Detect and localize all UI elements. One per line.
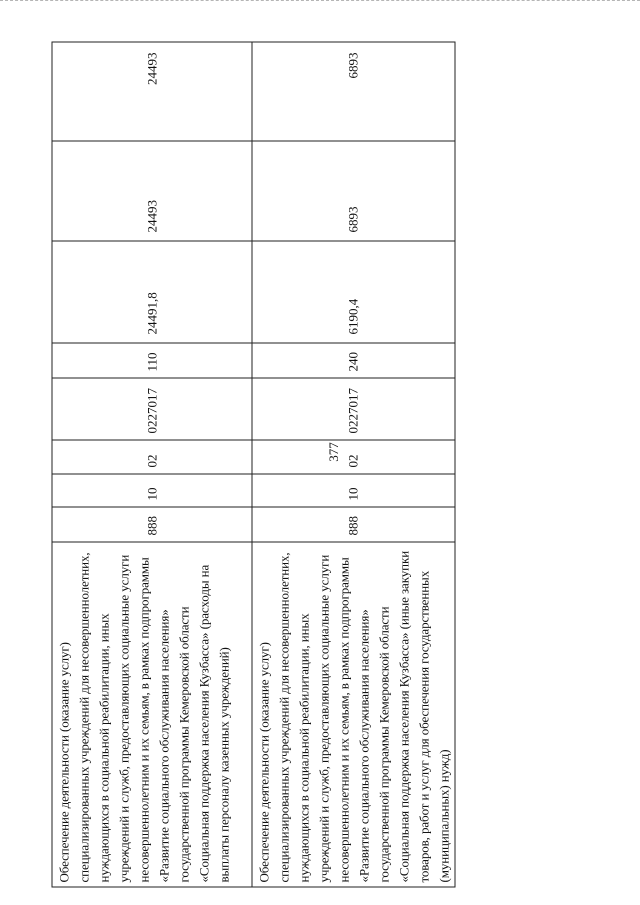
expense-type-cell: 110 [52, 343, 252, 378]
target-article-cell: 0227017 [252, 378, 455, 440]
description-cell [252, 542, 455, 887]
amount-1-cell: 6190,4 [252, 241, 455, 343]
table-row [52, 42, 252, 887]
section-code-cell: 10 [252, 474, 455, 507]
budget-table [51, 42, 455, 888]
table-row [252, 42, 455, 887]
rotated-table-container [51, 43, 453, 888]
amount-2-cell: 6893 [252, 141, 455, 241]
section-code-cell: 10 [52, 474, 252, 507]
scan-top-edge [0, 0, 640, 5]
target-article-cell: 0227017 [52, 378, 252, 440]
expense-type-cell: 240 [252, 343, 455, 378]
description-cell [52, 542, 252, 887]
page-number: 377 [326, 442, 341, 462]
amount-3-cell: 6893 [252, 42, 455, 141]
subsection-code-cell: 02 [52, 440, 252, 474]
amount-1-cell: 24491,8 [52, 241, 252, 343]
ministry-code-cell: 888 [252, 507, 455, 542]
description-text: Обеспечение деятельности (оказание услуг) специализированных учреждений для несовершеннолетних, нуждающихся в социальной реабилитации, иных учреждений и служб, предоставляющих социальные услуги несовершеннолетним и их семьям, в рамках подпрограммы «Развитие социального обслуживания населения» государственной программы Кемеровской области «Социальная поддержка населения Кузбасса» (иные закупки товаров, работ и услуг для обеспечения государственных (муниципальных) нужд) [256, 550, 451, 883]
amount-3-cell: 24493 [52, 42, 252, 141]
ministry-code-cell: 888 [52, 507, 252, 542]
description-text: Обеспечение деятельности (оказание услуг) специализированных учреждений для несовершеннолетних, нуждающихся в социальной реабилитации, иных учреждений и служб, предоставляющих социальные услуги несовершеннолетним и их семьям, в рамках подпрограммы «Развитие социального обслуживания населения» государственной программы Кемеровской области «Социальная поддержка населения Кузбасса» (расходы на выплаты персоналу казенных учреждений) [56, 552, 231, 883]
subsection-code-cell: 02 [252, 440, 455, 474]
amount-2-cell: 24493 [52, 141, 252, 241]
